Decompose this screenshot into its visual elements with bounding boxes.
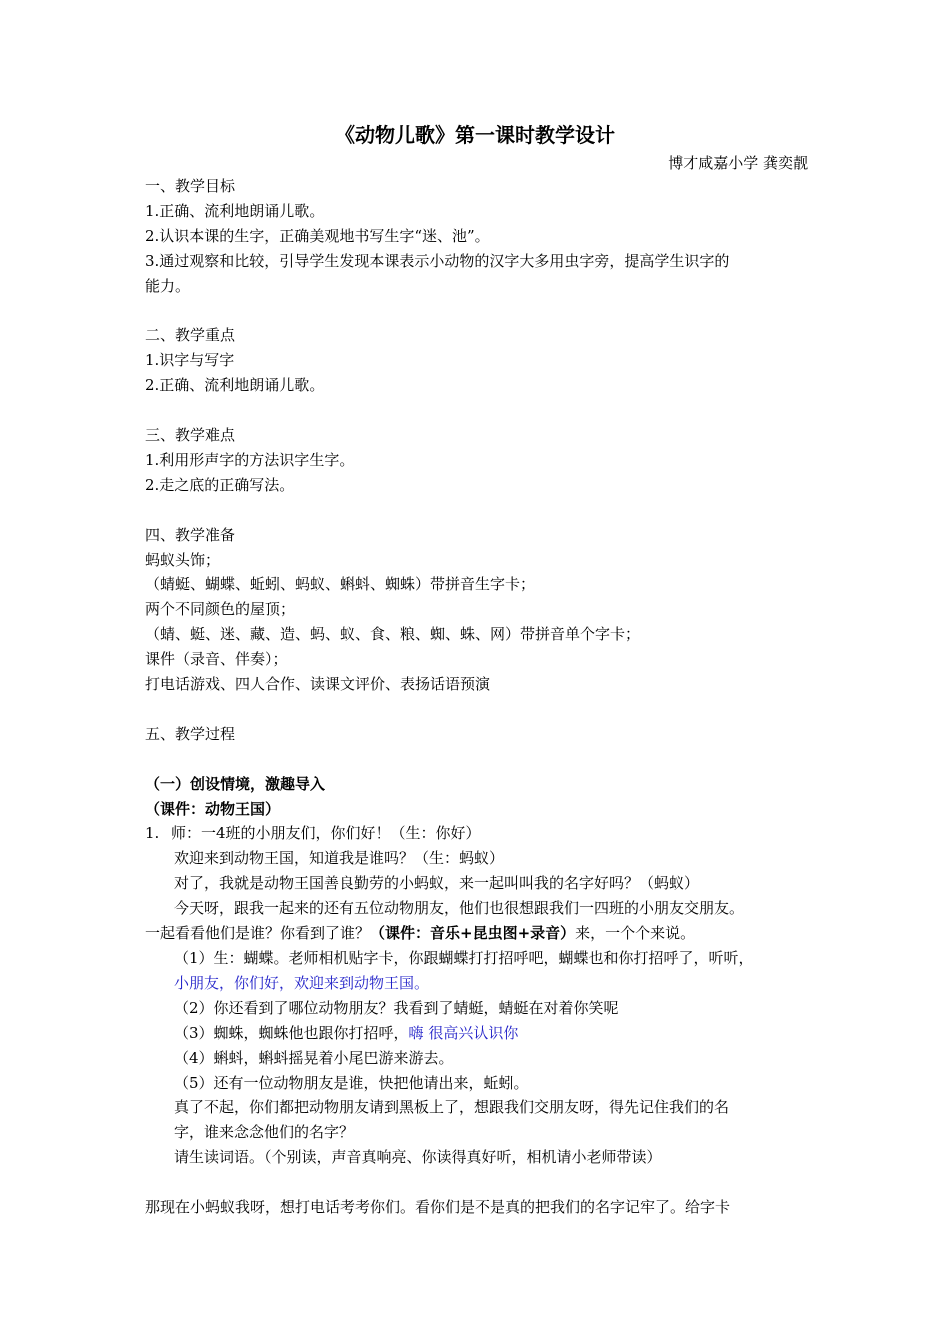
preparation-item: （蜻、蜓、迷、藏、造、蚂、蚁、食、粮、蜘、蛛、网）带拼音单个字卡； <box>145 625 641 644</box>
goal-item: 2.认识本课的生字，正确美观地书写生字“迷、池”。 <box>145 226 490 245</box>
dialogue-item: （1）生：蝴蝶。老师相机贴字卡，你跟蝴蝶打打招呼吧，蝴蝶也和你打招呼了，听听， <box>174 949 754 968</box>
section-heading-difficulties: 三、教学难点 <box>145 426 236 445</box>
preparation-item: 蚂蚁头饰； <box>145 550 221 569</box>
dialogue-item: （3）蜘蛛，蜘蛛他也跟你打招呼，嗨 很高兴认识你 <box>174 1023 519 1042</box>
document-title: 《动物儿歌》第一课时教学设计 <box>335 123 615 147</box>
preparation-item: 打电话游戏、四人合作、读课文评价、表扬话语预演 <box>145 675 491 694</box>
recording-text: 小朋友，你们好，欢迎来到动物王国。 <box>174 973 430 992</box>
process-paragraph: 字，谁来念念他们的名字？ <box>174 1123 355 1142</box>
preparation-item: 课件（录音、伴奏）； <box>145 650 288 669</box>
dialogue-item: （2）你还看到了哪位动物朋友？我看到了蜻蜓，蜻蜓在对着你笑呢 <box>174 998 619 1017</box>
section-heading-preparation: 四、教学准备 <box>145 525 236 544</box>
preparation-item: （蜻蜓、蝴蝶、蚯蚓、蚂蚁、蝌蚪、蜘蛛）带拼音生字卡； <box>145 575 536 594</box>
preparation-item: 两个不同颜色的屋顶； <box>145 600 296 619</box>
process-paragraph: 请生读词语。（个别读，声音真响亮、你读得真好听，相机请小老师带读） <box>174 1148 662 1167</box>
section-heading-goals: 一、教学目标 <box>145 177 236 195</box>
key-point-item: 2.正确、流利地朗诵儿歌。 <box>145 376 325 395</box>
goal-item: 1.正确、流利地朗诵儿歌。 <box>145 201 325 220</box>
courseware-note: （课件：动物王国） <box>145 799 281 818</box>
section-heading-process: 五、教学过程 <box>145 724 236 743</box>
process-paragraph: 那现在小蚂蚁我呀，想打电话考考你们。看你们是不是真的把我们的名字记牢了。给字卡 <box>145 1198 731 1217</box>
courseware-inline-note: （课件：音乐+昆虫图+录音） <box>370 924 576 943</box>
process-paragraph: 一起看看他们是谁？你看到了谁？（课件：音乐+昆虫图+录音）来，一个个来说。 <box>145 924 696 943</box>
goal-item-continued: 能力。 <box>145 276 191 295</box>
difficulty-item: 1.利用形声字的方法识字生字。 <box>145 450 355 469</box>
key-point-item: 1.识字与写字 <box>145 351 235 370</box>
document-body <box>145 174 825 1220</box>
list-number: 1. <box>145 824 160 843</box>
dialogue-item: （4）蝌蚪，蝌蚪摇晃着小尾巴游来游去。 <box>174 1048 454 1067</box>
goal-item: 3.通过观察和比较，引导学生发现本课表示小动物的汉字大多用虫字旁，提高学生识字的 <box>145 251 730 270</box>
recording-text: 嗨 很高兴认识你 <box>408 1023 519 1042</box>
process-paragraph: 真了不起，你们都把动物朋友请到黑板上了，想跟我们交朋友呀，得先记住我们的名 <box>174 1098 730 1117</box>
dialogue-item: （5）还有一位动物朋友是谁，快把他请出来，蚯蚓。 <box>174 1073 529 1092</box>
process-paragraph: 1. 师：一4班的小朋友们，你们好！（生：你好） <box>145 821 825 846</box>
author-line: 博才咸嘉小学 龚奕靓 <box>668 154 808 172</box>
difficulty-item: 2.走之底的正确写法。 <box>145 475 295 494</box>
subsection-heading: （一）创设情境，激趣导入 <box>145 774 326 793</box>
section-heading-key-points: 二、教学重点 <box>145 326 236 345</box>
process-paragraph: 对了，我就是动物王国善良勤劳的小蚂蚁，来一起叫叫我的名字好吗？（蚂蚁） <box>174 874 700 893</box>
process-paragraph: 今天呀，跟我一起来的还有五位动物朋友，他们也很想跟我们一四班的小朋友交朋友。 <box>174 899 745 918</box>
process-paragraph: 欢迎来到动物王国，知道我是谁吗？（生：蚂蚁） <box>174 849 505 868</box>
